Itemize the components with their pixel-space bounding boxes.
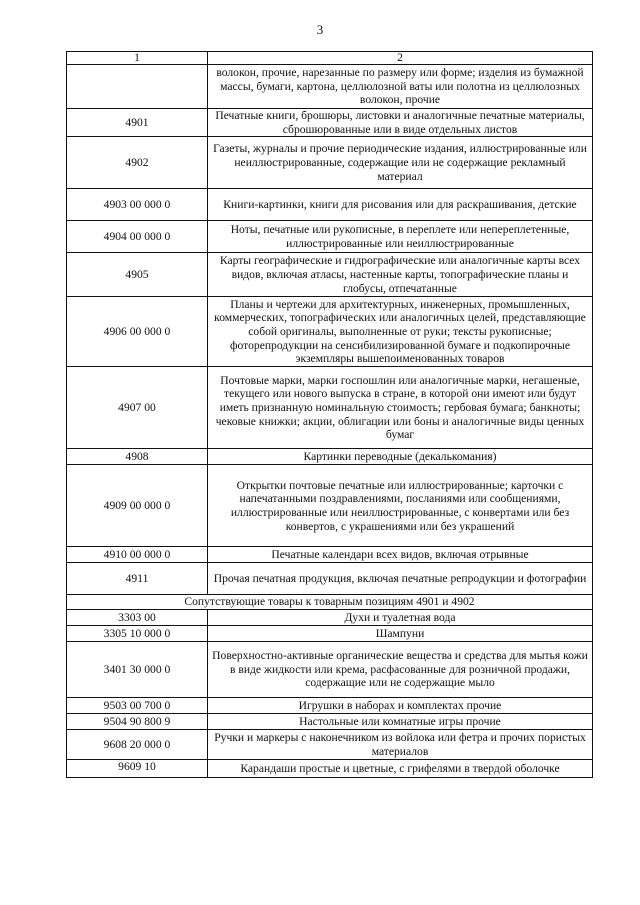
- description-cell: Ноты, печатные или рукописные, в переплете или непереплетенные, иллюстрированные или неиллюстрированные: [208, 221, 593, 253]
- code-cell: 9503 00 700 0: [67, 698, 208, 714]
- column-header-2: 2: [208, 52, 593, 65]
- description-cell: Игрушки в наборах и комплектах прочие: [208, 698, 593, 714]
- table-row: [67, 730, 593, 760]
- code-cell: [67, 65, 208, 109]
- description-cell: Печатные календари всех видов, включая отрывные: [208, 547, 593, 563]
- table-row: [67, 626, 593, 642]
- code-cell: 4907 00: [67, 367, 208, 449]
- section-title: Сопутствующие товары к товарным позициям 4901 и 4902: [67, 595, 593, 610]
- table-row: [67, 189, 593, 221]
- description-cell: Ручки и маркеры с наконечником из войлока или фетра и прочих пористых материалов: [208, 730, 593, 760]
- code-cell: 4908: [67, 449, 208, 465]
- description-cell: Книги-картинки, книги для рисования или для раскрашивания, детские: [208, 189, 593, 221]
- table-row: [67, 253, 593, 297]
- code-cell: 9504 90 800 9: [67, 714, 208, 730]
- table-row: [67, 465, 593, 547]
- description-cell: Поверхностно-активные органические вещества и средства для мытья кожи в виде жидкости или крема, расфасованные для розничной продажи, содержащие или не содержащие мыло: [208, 642, 593, 698]
- description-cell: Шампуни: [208, 626, 593, 642]
- description-cell: Настольные или комнатные игры прочие: [208, 714, 593, 730]
- code-cell: 4902: [67, 137, 208, 189]
- table-row: [67, 65, 593, 109]
- description-cell: Газеты, журналы и прочие периодические издания, иллюстрированные или неиллюстрированные, содержащие или не содержащие рекламный материал: [208, 137, 593, 189]
- description-cell: Духи и туалетная вода: [208, 610, 593, 626]
- description-cell: Открытки почтовые печатные или иллюстрированные; карточки с напечатанными поздравлениями, посланиями или сообщениями, иллюстрированные или неиллюстрированные, с конвертами или без конвертов, с украшениями или без украшений: [208, 465, 593, 547]
- description-cell: Планы и чертежи для архитектурных, инженерных, промышленных, коммерческих, топографических или аналогичных целей, представляющие собой оригиналы, выполненные от руки; тексты рукописные; фоторепродукции на сенсибилизированной бумаге и подкопирочные экземпляры вышепоименованных товаров: [208, 297, 593, 367]
- description-cell: Почтовые марки, марки госпошлин или аналогичные марки, негашеные, текущего или нового выпуска в стране, в которой они имеют или будут иметь признанную номинальную стоимость; гербовая бумага; банкноты; чековые книжки; акции, облигации или боны и аналогичные виды ценных бумаг: [208, 367, 593, 449]
- code-cell: 4911: [67, 563, 208, 595]
- code-cell: 4909 00 000 0: [67, 465, 208, 547]
- description-cell: Прочая печатная продукция, включая печатные репродукции и фотографии: [208, 563, 593, 595]
- code-cell: 9609 10: [67, 760, 208, 778]
- code-cell: 4901: [67, 109, 208, 137]
- table-row: [67, 610, 593, 626]
- description-cell: Печатные книги, брошюры, листовки и аналогичные печатные материалы, сброшюрованные или в виде отдельных листов: [208, 109, 593, 137]
- code-cell: 9608 20 000 0: [67, 730, 208, 760]
- page-number: 3: [316, 22, 324, 37]
- description-cell: Карандаши простые и цветные, с грифелями в твердой оболочке: [208, 760, 593, 778]
- commodity-codes-table: [66, 51, 593, 778]
- table-row: [67, 221, 593, 253]
- code-cell: 4904 00 000 0: [67, 221, 208, 253]
- code-cell: 3303 00: [67, 610, 208, 626]
- table-row: [67, 642, 593, 698]
- code-cell: 4910 00 000 0: [67, 547, 208, 563]
- table-row: [67, 760, 593, 778]
- description-cell: Картинки переводные (декалькомания): [208, 449, 593, 465]
- code-cell: 4905: [67, 253, 208, 297]
- description-cell: волокон, прочие, нарезанные по размеру или форме; изделия из бумажной массы, бумаги, картона, целлюлозной ваты или полотна из целлюлозных волокон, прочие: [208, 65, 593, 109]
- table-row: [67, 367, 593, 449]
- table-header-row: [67, 52, 593, 65]
- table-row: [67, 449, 593, 465]
- code-cell: 3401 30 000 0: [67, 642, 208, 698]
- table-row: [67, 137, 593, 189]
- section-row: [67, 595, 593, 610]
- table-row: [67, 297, 593, 367]
- code-cell: 4906 00 000 0: [67, 297, 208, 367]
- table-row: [67, 563, 593, 595]
- code-cell: 4903 00 000 0: [67, 189, 208, 221]
- code-cell: 3305 10 000 0: [67, 626, 208, 642]
- table-row: [67, 698, 593, 714]
- table-row: [67, 109, 593, 137]
- table-row: [67, 547, 593, 563]
- table-row: [67, 714, 593, 730]
- description-cell: Карты географические и гидрографические или аналогичные карты всех видов, включая атласы, настенные карты, топографические планы и глобусы, отпечатанные: [208, 253, 593, 297]
- column-header-1: 1: [67, 52, 208, 65]
